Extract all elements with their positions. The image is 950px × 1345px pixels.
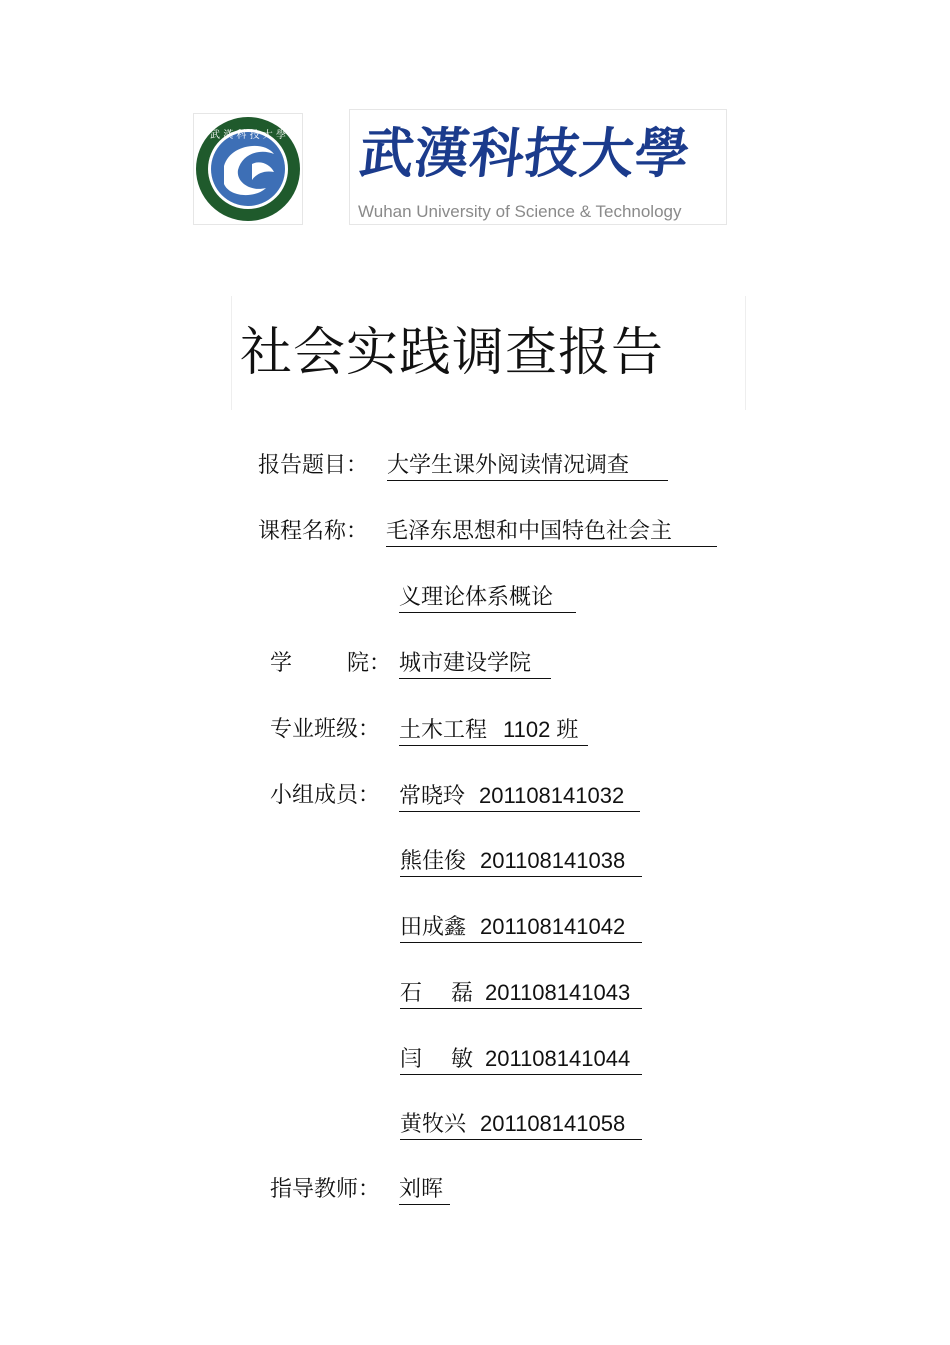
member-id: 201108141043 [485,980,631,1005]
member-row [400,847,642,877]
course-name-label: 课程名称： [258,519,369,544]
seal-emblem-icon [194,114,302,224]
course-name-value-line1: 毛泽东思想和中国特色社会主 [386,518,717,547]
member-row [400,1045,642,1075]
advisor-value: 刘晖 [399,1176,450,1205]
report-topic-value: 大学生课外阅读情况调查 [387,452,668,481]
member-name: 田成鑫 [400,915,467,940]
member-name: 常晓玲 [399,784,466,809]
college-label-part1: 学 [270,651,293,676]
member-name: 闫 敏 [400,1047,473,1072]
member-id: 201108141042 [480,914,626,939]
member-name: 熊佳俊 [400,849,467,874]
wordmark-chinese: 武漢科技大學 [356,121,694,185]
title-frame [231,296,746,410]
class-value-number: 1102 班 [503,717,579,742]
course-name-value-line2: 义理论体系概论 [399,584,576,613]
advisor-label: 指导教师： [270,1177,381,1202]
member-id: 201108141058 [480,1111,626,1136]
university-wordmark-logo [349,109,727,225]
member-row [400,913,642,943]
member-row [400,979,642,1009]
member-id: 201108141044 [485,1046,631,1071]
member-name: 黄牧兴 [400,1112,467,1137]
members-label: 小组成员： [270,783,381,808]
college-value: 城市建设学院 [399,650,551,679]
member-row [400,1110,642,1140]
class-label: 专业班级： [270,717,381,742]
report-topic-label: 报告题目： [258,453,369,478]
page-title: 社会实践调查报告 [240,323,665,383]
member-id: 201108141038 [480,848,626,873]
member-id: 201108141032 [479,783,625,808]
svg-text:武 漢 科 技 大 學: 武 漢 科 技 大 學 [210,130,286,141]
wordmark-english: Wuhan University of Science & Technology [358,202,682,221]
member-name: 石 磊 [400,981,473,1006]
class-value-major: 土木工程 [399,718,488,743]
university-seal-logo [193,113,303,225]
member-row [399,782,640,812]
class-value [399,716,588,746]
college-label-part2: 院： [347,651,392,676]
